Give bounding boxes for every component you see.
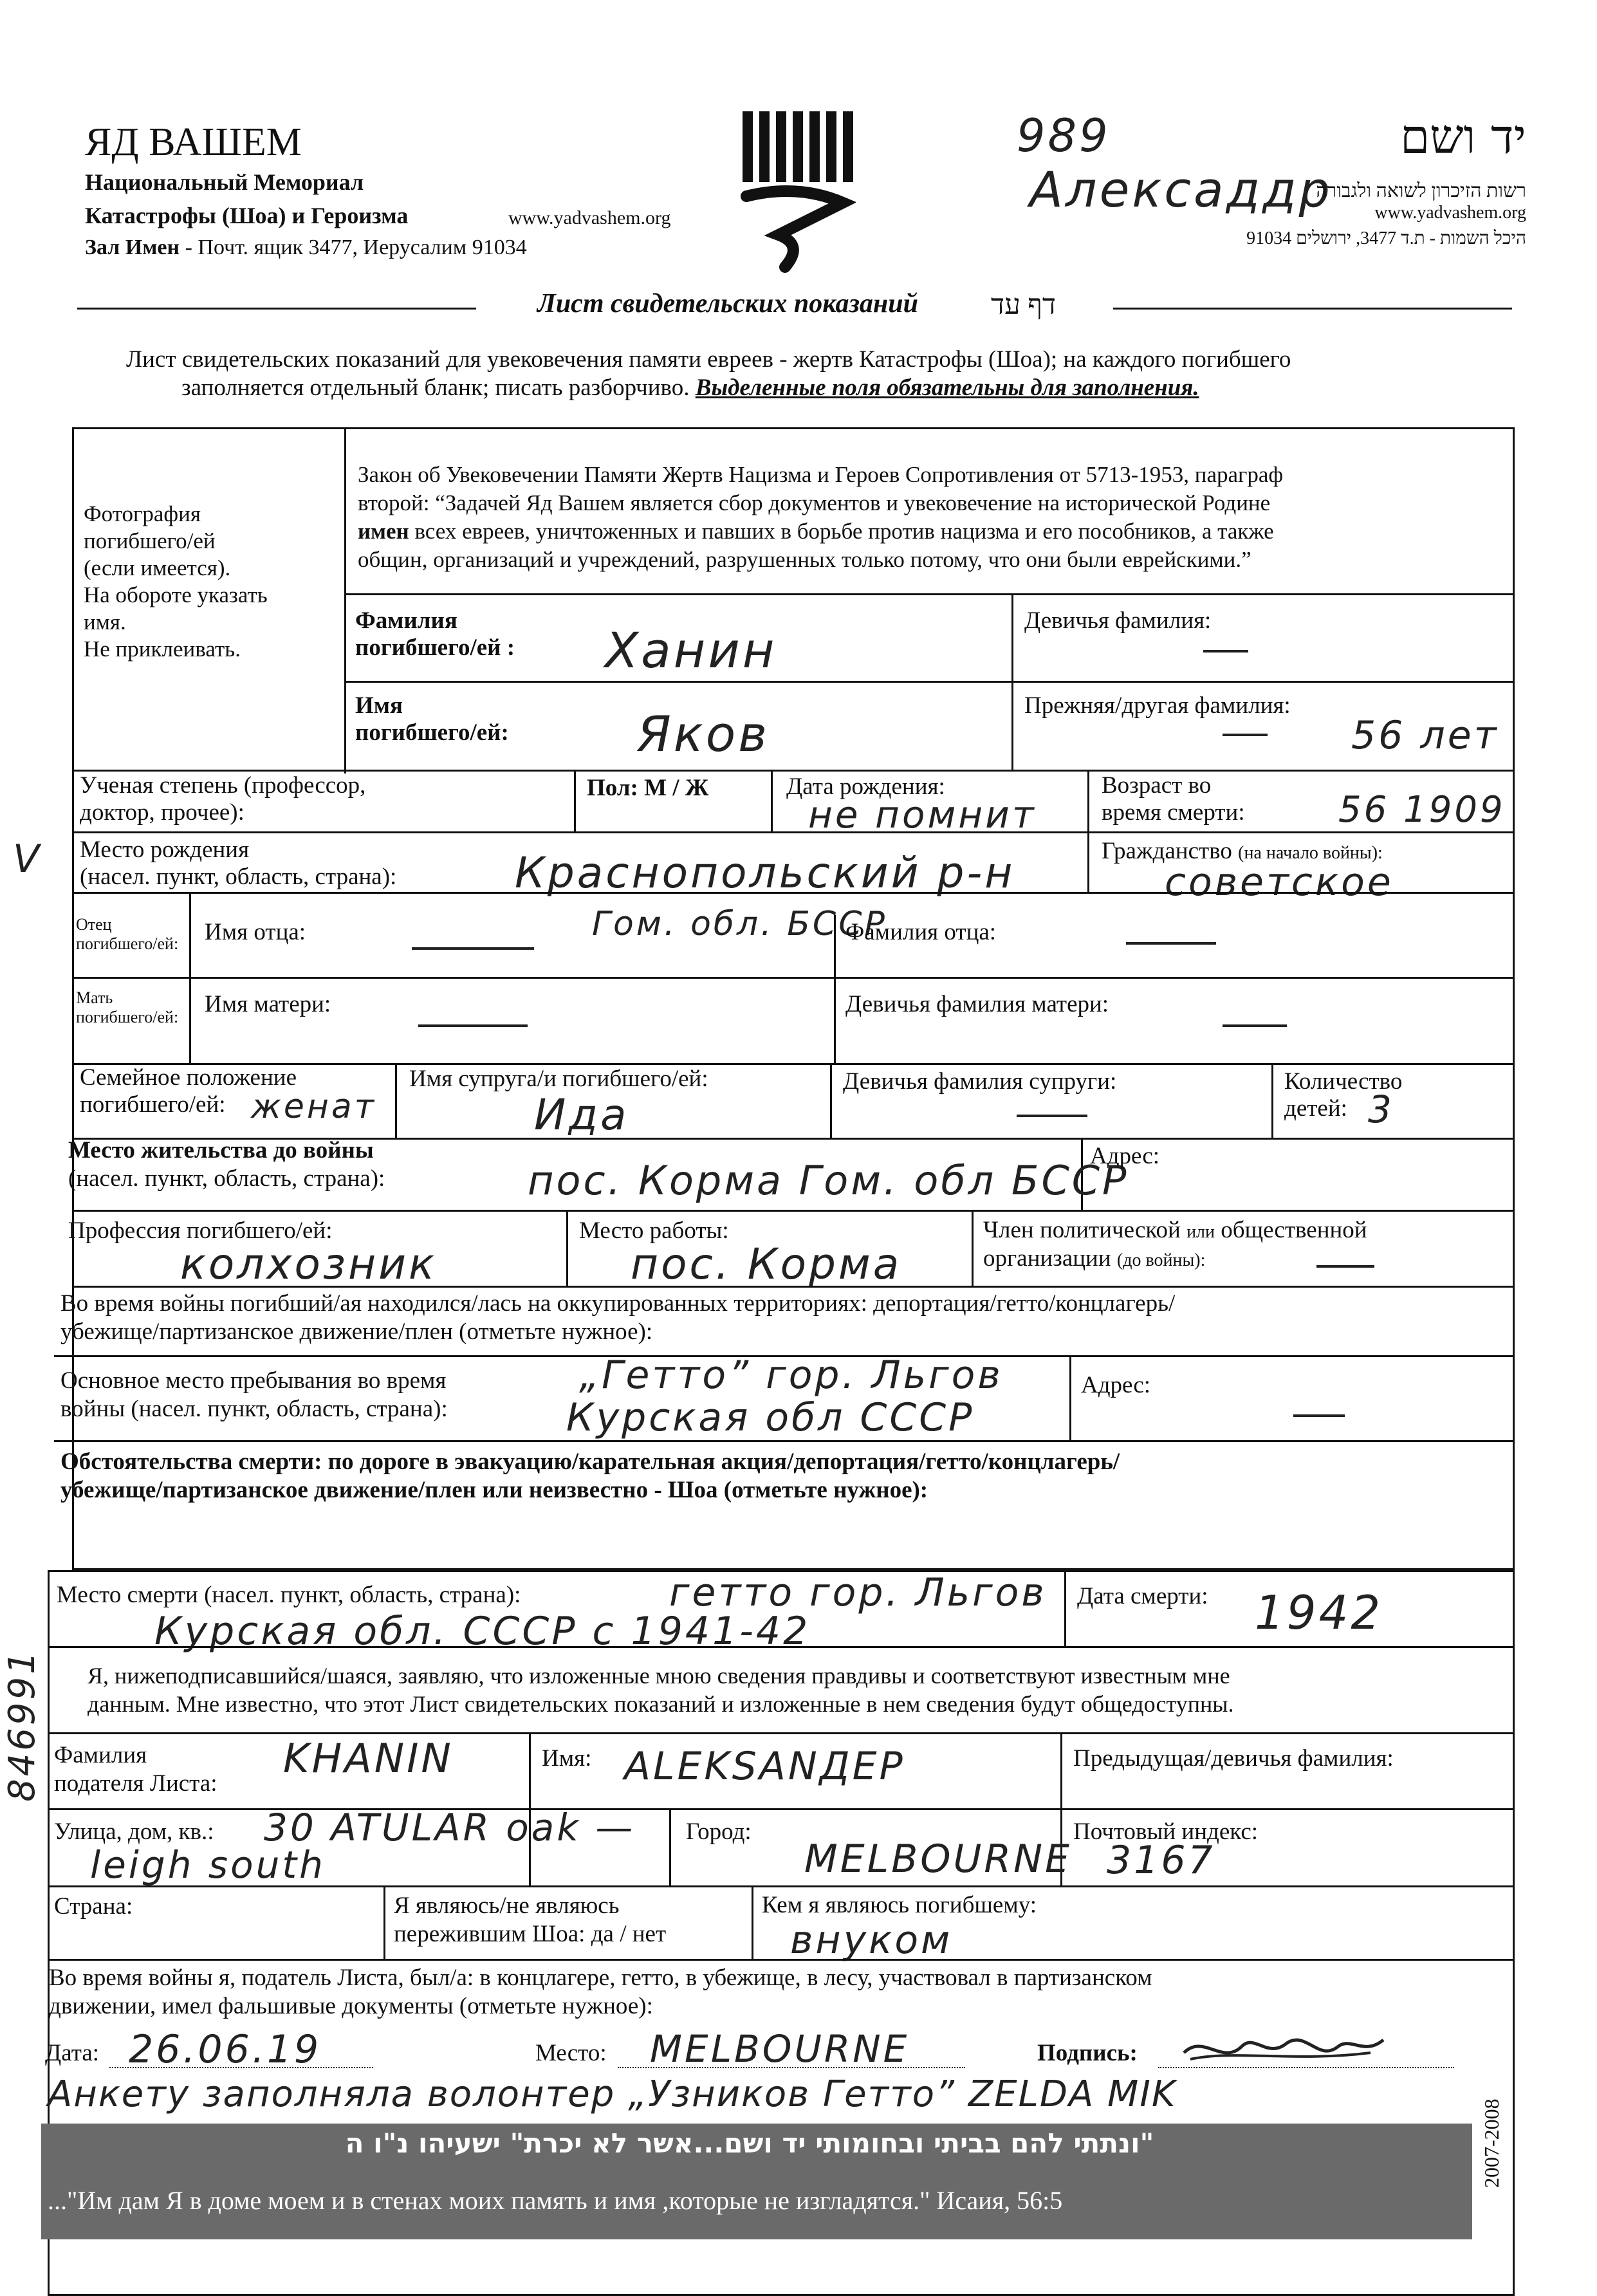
- death-place-label: Место смерти (насел. пункт, область, страна):: [57, 1582, 521, 1608]
- declaration-text: [88, 1662, 1233, 1718]
- declaration-line1: Я, нижеподписавшийся/шаяся, заявляю, что изложенные мною сведения правдивы и соответствуют известным мне: [88, 1663, 1230, 1689]
- law-line: второй: “Задачей Яд Вашем является сбор документов и увековечение на исторической Родине: [358, 490, 1271, 515]
- workplace-label: Место работы:: [579, 1217, 729, 1244]
- citizenship-note: (на начало войны):: [1238, 843, 1383, 863]
- birthplace-label-line1: Место рождения: [80, 837, 250, 863]
- spouse-name-value[interactable]: Ида: [534, 1090, 629, 1140]
- workplace-value[interactable]: пос. Корма: [631, 1239, 902, 1289]
- photo-line: (если имеется).: [84, 555, 231, 580]
- residence-address-label: Адрес:: [1090, 1143, 1160, 1169]
- profession-value[interactable]: колхозник: [180, 1239, 437, 1289]
- postcode-value[interactable]: 3167: [1107, 1838, 1215, 1883]
- law-line: [358, 517, 1283, 546]
- war-address-dash: [1293, 1414, 1345, 1417]
- degree-label: [80, 772, 365, 826]
- father-name-label: Имя отца:: [205, 919, 306, 945]
- street-label: Улица, дом, кв.:: [54, 1819, 214, 1845]
- mother-name-dash: [418, 1024, 528, 1027]
- death-circ-line2: убежище/партизанское движение/плен или неизвестно - Шоа (отметьте нужное):: [60, 1477, 928, 1503]
- citizenship-value[interactable]: советское: [1165, 860, 1394, 905]
- photo-line: На обороте указать: [84, 582, 268, 607]
- law-text: [358, 461, 1283, 574]
- spouse-name-label: Имя супруга/и погибшего/ей:: [409, 1066, 708, 1092]
- age-label: [1102, 772, 1245, 826]
- first-name-label-line2: погибшего/ей:: [355, 719, 509, 746]
- member-label: [983, 1216, 1367, 1273]
- hebrew-website[interactable]: www.yadvashem.org: [1374, 203, 1526, 223]
- prev-name-label: Прежняя/другая фамилия:: [1024, 692, 1291, 719]
- war-status-line1: Во время войны погибший/ая находился/лась на оккупированных территориях: депортация/гетто/концлагерь/: [60, 1290, 1176, 1317]
- war-place-label-line1: Основное место пребывания во время: [60, 1367, 447, 1394]
- surname-label-line1: Фамилия: [355, 607, 457, 634]
- member-label-c: общественной: [1215, 1217, 1367, 1243]
- submitter-war-line2: движении, имел фальшивые документы (отметьте нужное):: [49, 1993, 653, 2019]
- sex-label: Пол: М / Ж: [587, 775, 709, 801]
- survivor-label: [394, 1892, 666, 1949]
- mother-maiden-dash: [1223, 1024, 1287, 1027]
- surname-value[interactable]: Ханин: [605, 622, 777, 679]
- survivor-label-line1: Я являюсь/не являюсь: [394, 1893, 620, 1919]
- age-value[interactable]: 56 1909: [1338, 789, 1506, 831]
- org-name: ЯД ВАШЕМ: [85, 120, 302, 164]
- maiden-name-label: Девичья фамилия:: [1024, 607, 1212, 634]
- relation-value[interactable]: внуком: [790, 1918, 953, 1963]
- submitter-surname-label-line1: Фамилия: [54, 1742, 147, 1768]
- footer-hebrew-verse: "ונתתי להם בביתי ובחומותי יד ושם...אשר לא יכרת" ישעיהו נ"ו ה: [345, 2127, 1154, 2159]
- father-surname-label: Фамилия отца:: [845, 919, 997, 945]
- residence-label-line2: (насел. пункт, область, страна):: [68, 1165, 385, 1192]
- death-circ-line1: [60, 1448, 1120, 1476]
- war-place-value-line2[interactable]: Курская обл СССР: [566, 1395, 975, 1440]
- hebrew-line1: רשות הזיכרון לשואה ולגבורה: [1316, 180, 1526, 201]
- photo-line: погибшего/ей: [84, 528, 216, 553]
- birthplace-label: [80, 837, 396, 891]
- survivor-label-line2: пережившим Шоа: да / нет: [394, 1921, 667, 1947]
- footer-russian-verse: ..."Им дам Я в доме моем и в стенах моих память и имя ,которые не изгладятся." Исаия, 56:5: [48, 2186, 1063, 2215]
- submitter-surname-label-line2: подателя Листа:: [54, 1770, 217, 1797]
- place-value[interactable]: MELBOURNE: [650, 2027, 910, 2071]
- intro-line1: Лист свидетельских показаний для увековечения памяти евреев - жертв Катастрофы (Шоа); на каждого погибшего: [126, 346, 1291, 373]
- member-note: (до войны):: [1116, 1250, 1206, 1270]
- first-name-label-line1: Имя: [355, 692, 403, 719]
- hall-of-names: Зал Имен: [85, 236, 180, 259]
- postal-address: - Почт. ящик 3477, Иерусалим 91034: [180, 236, 527, 259]
- margin-mark: V: [13, 837, 42, 882]
- age-label-line1: Возраст во: [1102, 772, 1212, 799]
- spouse-maiden-label: Девичья фамилия супруги:: [843, 1068, 1117, 1095]
- submitter-war-line1: Во время войны я, податель Листа, был/а: в концлагере, гетто, в убежище, в лесу, участвовал в партизанском: [49, 1965, 1152, 1991]
- postcode-label: Почтовый индекс:: [1073, 1819, 1259, 1845]
- birth-date-value[interactable]: не помнит: [808, 793, 1037, 837]
- war-place-value-line1[interactable]: „Гетто” гор. Льгов: [579, 1353, 1003, 1398]
- city-value[interactable]: MELBOURNE: [804, 1837, 1072, 1882]
- law-line: Закон об Увековечении Памяти Жертв Нацизма и Героев Сопротивления от 5713-1953, параграф: [358, 462, 1284, 487]
- death-circ-label: Обстоятельства смерти:: [60, 1449, 322, 1475]
- mother-side-label: Мать погибшего/ей:: [76, 988, 179, 1026]
- submitter-name-label: Имя:: [542, 1745, 592, 1772]
- member-label-line2: [983, 1245, 1367, 1273]
- death-date-label: Дата смерти:: [1077, 1583, 1208, 1609]
- first-name-value[interactable]: Яков: [637, 705, 770, 763]
- law-line: общин, организаций и учреждений, разрушенных только потому, что они были еврейскими.”: [358, 547, 1251, 572]
- member-label-org: организации: [983, 1245, 1111, 1272]
- mother-name-label: Имя матери:: [205, 991, 331, 1017]
- footer-year: 2007-2008: [1480, 2098, 1503, 2188]
- member-dash: [1316, 1265, 1374, 1268]
- father-name-dash: [412, 947, 534, 950]
- country-label: Страна:: [54, 1893, 133, 1920]
- marital-value[interactable]: женат: [251, 1088, 376, 1126]
- first-name-label: [355, 692, 509, 746]
- father-side-label: Отец погибшего/ей:: [76, 915, 179, 953]
- member-label-line1: [983, 1216, 1367, 1245]
- death-date-value[interactable]: 1942: [1255, 1586, 1383, 1640]
- footer-handwriting: Анкету заполняла волонтер „Узников Гетто” ZELDA MIK: [48, 2073, 1177, 2115]
- submitter-surname-value[interactable]: KHANIN: [283, 1735, 454, 1782]
- degree-label-line1: Ученая степень (профессор,: [80, 772, 366, 799]
- war-status-line2: убежище/партизанское движение/плен (отметьте нужное):: [60, 1319, 653, 1345]
- war-place-label: [60, 1367, 448, 1423]
- form-title: Лист свидетельских показаний: [537, 289, 918, 319]
- birthplace-label-line2: (насел. пункт, область, страна):: [80, 864, 397, 890]
- spouse-maiden-dash: [1017, 1115, 1087, 1117]
- hebrew-line2: היכל השמות - ת.ד 3477, ירושלים 91034: [1246, 228, 1526, 248]
- children-value[interactable]: 3: [1368, 1088, 1394, 1131]
- org-line1: Национальный Мемориал: [85, 169, 364, 195]
- signature-scribble-icon[interactable]: [1177, 2027, 1390, 2072]
- submitter-maiden-label: Предыдущая/девичья фамилия:: [1073, 1745, 1394, 1772]
- law-line-rest: всех евреев, уничтоженных и павших в борьбе против нацизма и его пособников, а также: [414, 519, 1274, 544]
- death-circumstances: [60, 1448, 1120, 1504]
- residence-value[interactable]: пос. Корма Гом. обл БССР: [528, 1157, 1129, 1204]
- mother-maiden-label: Девичья фамилия матери:: [845, 991, 1109, 1017]
- submitter-name-value[interactable]: ALEKSANДЕР: [624, 1744, 905, 1789]
- city-label: Город:: [686, 1819, 752, 1845]
- submitter-surname-label: [54, 1741, 217, 1798]
- handwritten-name: Алексаддр: [1029, 161, 1333, 218]
- street-value-line2[interactable]: leigh south: [90, 1843, 326, 1887]
- war-address-label: Адрес:: [1081, 1372, 1151, 1398]
- war-status-text: [60, 1290, 1175, 1346]
- marital-label-line2: погибшего/ей:: [80, 1091, 226, 1118]
- age-label-line2: время смерти:: [1102, 799, 1245, 826]
- yad-vashem-logo-icon: [740, 106, 856, 273]
- birthplace-value-line1[interactable]: Краснопольский р-н: [515, 848, 1015, 898]
- declaration-line2: данным. Мне известно, что этот Лист свидетельских показаний и изложенные в нем сведения будут общедоступны.: [88, 1691, 1234, 1717]
- prev-name-value[interactable]: 56 лет: [1351, 713, 1499, 758]
- submitter-war-text: [49, 1964, 1152, 2021]
- date-value[interactable]: 26.06.19: [129, 2027, 322, 2072]
- maiden-name-dash: [1203, 650, 1248, 653]
- intro-line2: [181, 375, 1199, 402]
- residence-label-line1: Место жительства до войны: [68, 1137, 374, 1163]
- law-bold-word: имен: [358, 519, 409, 544]
- relation-label: Кем я являюсь погибшему:: [762, 1892, 1037, 1918]
- member-label-or: или: [1186, 1222, 1215, 1242]
- death-place-value-line2[interactable]: Курская обл. СССР с 1941-42: [154, 1609, 811, 1654]
- photo-box-text: [84, 501, 268, 663]
- member-label-a: Член политической: [983, 1217, 1187, 1243]
- father-surname-dash: [1126, 942, 1216, 945]
- residence-label: [68, 1136, 385, 1193]
- children-label-line2: детей:: [1284, 1095, 1347, 1122]
- photo-line: Не приклеивать.: [84, 636, 241, 662]
- marital-label-line1: Семейное положение: [80, 1064, 297, 1091]
- handwritten-number: 989: [1017, 109, 1111, 162]
- side-number: 846991: [1, 1649, 43, 1802]
- children-label-line1: Количество: [1284, 1068, 1403, 1095]
- death-circ-options: по дороге в эвакуацию/карательная акция/депортация/гетто/концлагерь/: [328, 1449, 1120, 1475]
- prev-name-dash: [1223, 734, 1268, 736]
- surname-label-line2: погибшего/ей :: [355, 634, 515, 661]
- signature-label: Подпись:: [1037, 2040, 1138, 2066]
- org-line3: [85, 234, 527, 261]
- birthplace-value-line2[interactable]: Гом. обл. БССР: [592, 905, 887, 943]
- degree-label-line2: доктор, прочее):: [80, 799, 245, 826]
- war-place-label-line2: войны (насел. пункт, область, страна):: [60, 1396, 448, 1422]
- surname-label: [355, 607, 515, 662]
- street-value-line1[interactable]: 30 ATULAR oak —: [264, 1806, 636, 1849]
- profession-label: Профессия погибшего/ей:: [68, 1217, 333, 1244]
- form-title-hebrew: דף עד: [991, 289, 1057, 320]
- citizenship-label-text: Гражданство: [1102, 838, 1232, 864]
- hebrew-title: יד ושם: [1399, 109, 1526, 165]
- date-label: Дата:: [45, 2040, 100, 2066]
- org-line2: Катастрофы (Шоа) и Героизма: [85, 203, 409, 228]
- birth-date-label: Дата рождения:: [786, 773, 945, 800]
- org-website[interactable]: www.yadvashem.org: [508, 207, 671, 228]
- place-label: Место:: [535, 2040, 607, 2066]
- photo-line: Фотография: [84, 501, 201, 526]
- death-place-value-line1[interactable]: гетто гор. Льгов: [669, 1570, 1047, 1615]
- photo-line: имя.: [84, 609, 126, 634]
- intro-plain: заполняется отдельный бланк; писать разборчиво.: [181, 375, 696, 401]
- intro-emphasis: Выделенные поля обязательны для заполнения.: [695, 375, 1199, 401]
